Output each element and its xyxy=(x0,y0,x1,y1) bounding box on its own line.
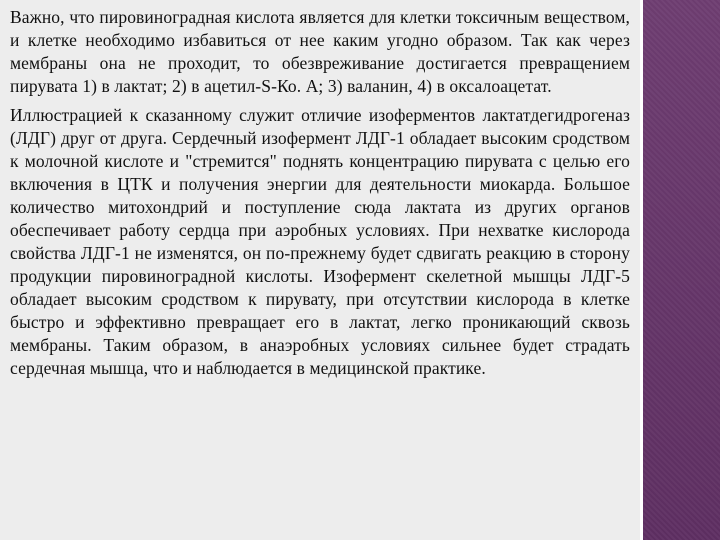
decorative-side-band xyxy=(640,0,720,540)
side-band-divider xyxy=(640,0,643,540)
paragraph-pyruvate-toxicity: Важно, что пировиноградная кислота является для клетки токсичным веществом, и клетке необходимо избавиться от нее каким угодно образом. Так как через мембраны она не проходит, то обезвреживание достигается превращением пирувата 1) в лактат; 2) в ацетил-S-Ко. А; 3) валанин, 4) в оксалоацетат. xyxy=(10,7,630,96)
text-block xyxy=(10,6,630,380)
paragraph-ldh-isoenzymes: Иллюстрацией к сказанному служит отличие изоферментов лактатдегидрогеназ (ЛДГ) друг от друга. Сердечный изофермент ЛДГ-1 обладает высоким сродством к молочной кислоте и "стремится" поднять концентрацию пирувата с целью его включения в ЦТК и получения энергии для деятельности миокарда. Большое количество митохондрий и поступление сюда лактата из других органов обеспечивает работу сердца при аэробных условиях. При нехватке кислорода свойства ЛДГ-1 не изменятся, он по-прежнему будет сдвигать реакцию в сторону продукции пировиноградной кислоты. Изофермент скелетной мышцы ЛДГ-5 обладает высоким сродством к пирувату, при отсутствии кислорода в клетке быстро и эффективно превращает его в лактат, легко проникающий сквозь мембраны. Таким образом, в анаэробных условиях сильнее будет страдать сердечная мышца, что и наблюдается в медицинской практике. xyxy=(10,105,630,378)
